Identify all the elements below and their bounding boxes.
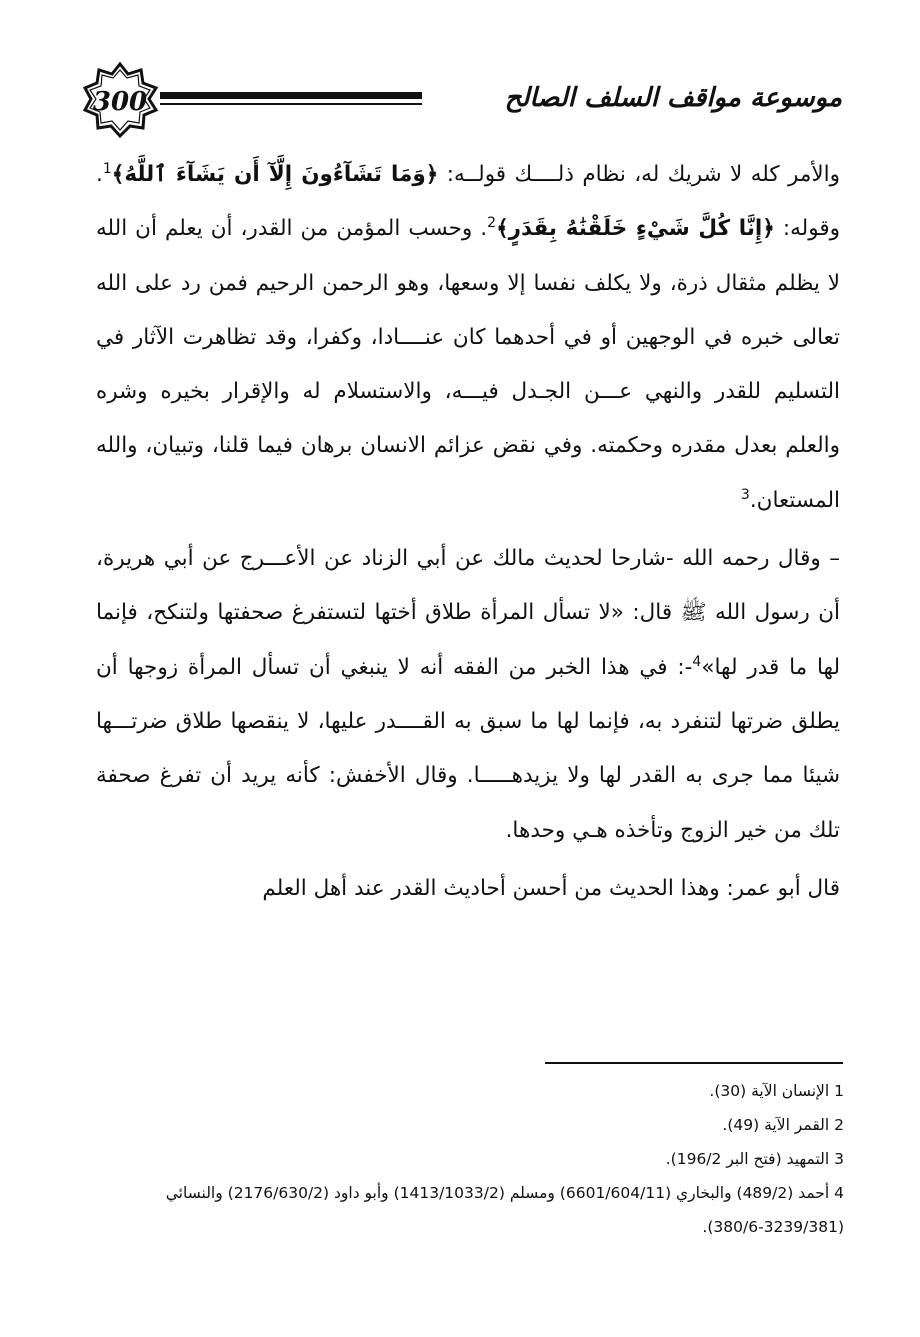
footnote-4: 4 أحمد (489/2) والبخاري (6601/604/11) ومسلم (1413/1033/2) وأبو داود (2176/630/2) والنسائي (3239/381-380/6). <box>165 1184 844 1236</box>
quran-verse-1: ﴿وَمَا تَشَآءُونَ إِلَّآ أَن يَشَآءَ ٱللَّهُ﴾ <box>111 162 439 187</box>
quran-verse-2: ﴿إِنَّا كُلَّ شَيْءٍ خَلَقْنَٰهُ بِقَدَرٍ﴾ <box>496 216 775 242</box>
paragraph-1-text-b: . وقوله: <box>96 162 840 242</box>
footnote-ref-4[interactable]: 4 <box>692 653 702 670</box>
paragraph-2 <box>96 532 840 858</box>
page-number: 300 <box>92 87 148 117</box>
footnotes <box>96 1074 844 1244</box>
page-header <box>80 62 840 142</box>
paragraph-1 <box>96 148 840 528</box>
paragraph-1-text-a: والأمر كله لا شريك له، نظام ذلــــك قولــه: <box>438 162 841 187</box>
main-text <box>96 148 840 916</box>
footnote-ref-2[interactable]: 2 <box>487 215 497 232</box>
footnote-2: 2 القمر الآية (49). <box>722 1116 844 1134</box>
paragraph-2-text-b: -: في هذا الخبر من الفقه أنه لا ينبغي أن تسأل المرأة زوجها أن يطلق ضرتها لتنفرد به، فإنما لها ما سبق به القــــدر عليها، لا ينقصها طلاق ضرتـــها شيئا مما جرى به القدر لها ولا يزيدهـــــا. وقال الأخفش: كأنه يريد أن تفرغ صحفة تلك من خير الزوج وتأخذه هـي وحدها. <box>96 654 840 843</box>
footnote-ref-3[interactable]: 3 <box>740 486 750 503</box>
book-title: موسوعة مواقف السلف الصالح <box>504 83 842 113</box>
header-rule <box>160 92 422 108</box>
footnote-ref-1[interactable]: 1 <box>102 160 112 177</box>
footnote-1: 1 الإنسان الآية (30). <box>709 1082 844 1100</box>
paragraph-2-text-a: – وقال رحمه الله -شارحا لحديث مالك عن أبي الزناد عن الأعـــرج عن أبي هريرة، أن رسول الله ﷺ قال: «لا تسأل المرأة طلاق أختها لتستفرغ صحفتها ولتنكح، فإنما لها ما قدر لها» <box>96 546 840 680</box>
paragraph-1-text-c: . وحسب المؤمن من القدر، أن يعلم أن الله لا يظلم مثقال ذرة، ولا يكلف نفسا إلا وسعها، وهو الرحمن الرحيم فمن رد على الله تعالى خبره في الوجهين أو في أحدهما كان عنــــادا، وكفرا، وقد تظاهرت الآثار في التسليم للقدر والنهي عـــن الجـدل فيـــه، والاستسلام له والإقرار بخيره وشره والعلم بعدل مقدره وحكمته. وفي نقض عزائم الانسان برهان فيما قلنا، وتبيان، والله المستعان. <box>96 216 840 513</box>
footnote-3: 3 التمهيد (فتح البر 196/2). <box>665 1150 844 1168</box>
paragraph-3: قال أبو عمر: وهذا الحديث من أحسن أحاديث القدر عند أهل العلم <box>262 875 840 901</box>
footnote-separator <box>545 1062 843 1064</box>
page-number-badge <box>80 62 160 142</box>
